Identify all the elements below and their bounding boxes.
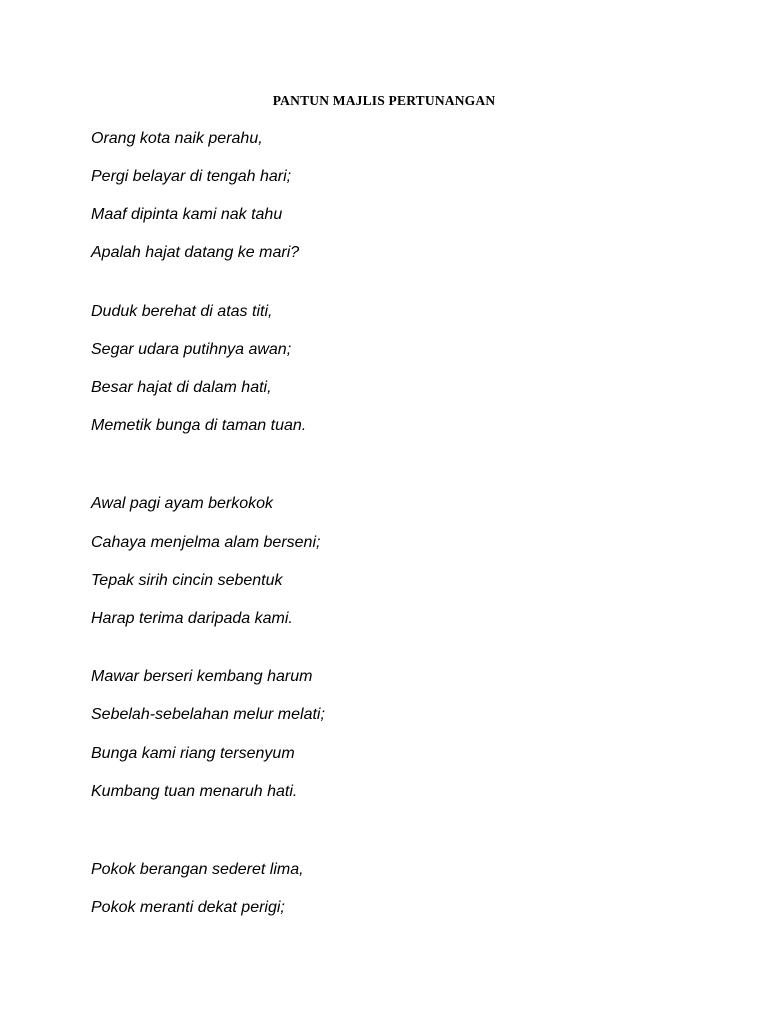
verse-line: Maaf dipinta kami nak tahu (91, 206, 283, 223)
verse-line: Segar udara putihnya awan; (91, 341, 292, 358)
verse-line: Memetik bunga di taman tuan. (91, 417, 307, 434)
verse-line: Besar hajat di dalam hati, (91, 379, 272, 396)
verse-line: Pergi belayar di tengah hari; (91, 168, 292, 185)
verse-line: Cahaya menjelma alam berseni; (91, 534, 321, 551)
verse-line: Mawar berseri kembang harum (91, 668, 313, 685)
verse-line: Duduk berehat di atas titi, (91, 303, 273, 320)
verse-line: Tepak sirih cincin sebentuk (91, 572, 283, 589)
verse-line: Pokok berangan sederet lima, (91, 861, 304, 878)
page-title: PANTUN MAJLIS PERTUNANGAN (272, 93, 496, 108)
verse-line: Pokok meranti dekat perigi; (91, 899, 285, 916)
verse-line: Bunga kami riang tersenyum (91, 745, 295, 762)
verse-line: Awal pagi ayam berkokok (91, 495, 274, 512)
verse-line: Orang kota naik perahu, (91, 130, 263, 147)
verse-line: Harap terima daripada kami. (91, 610, 293, 627)
verse-line: Sebelah-sebelahan melur melati; (91, 706, 325, 723)
verse-line: Apalah hajat datang ke mari? (91, 244, 300, 261)
verse-line: Kumbang tuan menaruh hati. (91, 783, 298, 800)
